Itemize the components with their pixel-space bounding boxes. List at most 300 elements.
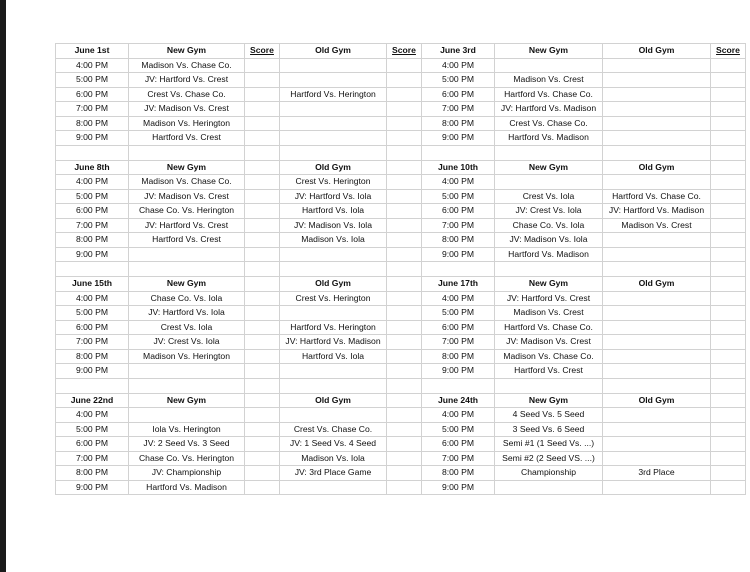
- time-cell: 4:00 PM: [56, 291, 129, 306]
- time-cell: 8:00 PM: [422, 116, 495, 131]
- score-cell: [387, 364, 422, 379]
- old-gym-game: [603, 320, 711, 335]
- new-gym-game: Madison Vs. Crest: [495, 306, 603, 321]
- old-gym-game: [280, 408, 387, 423]
- time-cell: 8:00 PM: [56, 349, 129, 364]
- score-header: Score: [245, 44, 280, 59]
- score-cell: [711, 116, 746, 131]
- score-header: Score: [711, 44, 746, 59]
- table-row: [56, 335, 746, 350]
- score-cell: [245, 87, 280, 102]
- new-gym-game: [129, 364, 245, 379]
- score-cell: [387, 466, 422, 481]
- new-gym-header: New Gym: [495, 277, 603, 292]
- spacer-row: [56, 262, 746, 277]
- score-cell: [711, 131, 746, 146]
- score-cell: [711, 335, 746, 350]
- old-gym-game: JV: Madison Vs. Iola: [280, 218, 387, 233]
- new-gym-game: JV: Crest Vs. Iola: [495, 204, 603, 219]
- time-cell: 9:00 PM: [56, 247, 129, 262]
- score-cell: [245, 102, 280, 117]
- new-gym-game: Hartford Vs. Madison: [129, 480, 245, 495]
- new-gym-game: Chase Co. Vs. Herington: [129, 451, 245, 466]
- score-cell: [387, 58, 422, 73]
- score-cell: [387, 102, 422, 117]
- time-cell: 4:00 PM: [56, 58, 129, 73]
- empty-cell: [387, 378, 422, 393]
- old-gym-game: Hartford Vs. Herington: [280, 320, 387, 335]
- old-gym-header: Old Gym: [280, 277, 387, 292]
- new-gym-game: Madison Vs. Herington: [129, 116, 245, 131]
- time-cell: 9:00 PM: [422, 247, 495, 262]
- time-cell: 4:00 PM: [422, 175, 495, 190]
- score-cell: [387, 233, 422, 248]
- score-cell: [711, 175, 746, 190]
- time-cell: 5:00 PM: [56, 306, 129, 321]
- old-gym-game: [280, 364, 387, 379]
- time-cell: 8:00 PM: [56, 233, 129, 248]
- table-row: [56, 58, 746, 73]
- new-gym-game: [495, 175, 603, 190]
- score-cell: [711, 306, 746, 321]
- old-gym-game: Hartford Vs. Iola: [280, 204, 387, 219]
- new-gym-header: New Gym: [129, 393, 245, 408]
- table-row: [56, 131, 746, 146]
- date-header: June 10th: [422, 160, 495, 175]
- time-cell: 5:00 PM: [56, 422, 129, 437]
- old-gym-game: JV: Hartford Vs. Iola: [280, 189, 387, 204]
- spacer-row: [56, 378, 746, 393]
- score-cell: [711, 451, 746, 466]
- score-cell: [711, 102, 746, 117]
- old-gym-header: Old Gym: [280, 160, 387, 175]
- date-header: June 1st: [56, 44, 129, 59]
- score-cell: [711, 291, 746, 306]
- old-gym-game: [603, 349, 711, 364]
- new-gym-game: JV: Madison Vs. Iola: [495, 233, 603, 248]
- old-gym-game: [603, 291, 711, 306]
- old-gym-header: Old Gym: [603, 277, 711, 292]
- score-cell: [387, 480, 422, 495]
- old-gym-game: JV: 3rd Place Game: [280, 466, 387, 481]
- time-cell: 7:00 PM: [422, 102, 495, 117]
- date-header: June 22nd: [56, 393, 129, 408]
- time-cell: 5:00 PM: [422, 422, 495, 437]
- new-gym-game: JV: Madison Vs. Crest: [129, 102, 245, 117]
- old-gym-game: [280, 102, 387, 117]
- time-cell: 5:00 PM: [56, 73, 129, 88]
- score-cell: [245, 364, 280, 379]
- score-cell: [387, 204, 422, 219]
- old-gym-game: JV: 1 Seed Vs. 4 Seed: [280, 437, 387, 452]
- score-cell: [711, 233, 746, 248]
- score-cell: [711, 73, 746, 88]
- old-gym-header: Old Gym: [603, 44, 711, 59]
- new-gym-game: JV: Crest Vs. Iola: [129, 335, 245, 350]
- old-gym-game: Crest Vs. Chase Co.: [280, 422, 387, 437]
- empty-cell: [129, 262, 245, 277]
- new-gym-game: Hartford Vs. Crest: [129, 131, 245, 146]
- time-cell: 6:00 PM: [422, 320, 495, 335]
- table-row: [56, 320, 746, 335]
- score-cell: [387, 189, 422, 204]
- score-cell: [387, 87, 422, 102]
- table-row: [56, 175, 746, 190]
- score-cell: [387, 175, 422, 190]
- time-cell: 6:00 PM: [56, 204, 129, 219]
- table-row: [56, 116, 746, 131]
- table-row: [56, 466, 746, 481]
- table-row: [56, 480, 746, 495]
- score-cell: [245, 218, 280, 233]
- score-cell: [245, 320, 280, 335]
- new-gym-game: JV: Hartford Vs. Crest: [495, 291, 603, 306]
- score-cell: [711, 247, 746, 262]
- score-cell: [711, 466, 746, 481]
- new-gym-game: Hartford Vs. Chase Co.: [495, 87, 603, 102]
- score-cell: [387, 218, 422, 233]
- old-gym-game: [280, 306, 387, 321]
- score-cell: [387, 451, 422, 466]
- empty-cell: [280, 378, 387, 393]
- new-gym-header: New Gym: [129, 160, 245, 175]
- new-gym-header: New Gym: [495, 160, 603, 175]
- table-row: [56, 73, 746, 88]
- new-gym-game: Crest Vs. Iola: [129, 320, 245, 335]
- old-gym-game: [603, 87, 711, 102]
- time-cell: 7:00 PM: [422, 335, 495, 350]
- time-cell: 7:00 PM: [422, 218, 495, 233]
- empty-cell: [129, 378, 245, 393]
- time-cell: 7:00 PM: [56, 102, 129, 117]
- score-cell: [245, 131, 280, 146]
- empty-cell: [245, 378, 280, 393]
- new-gym-game: Crest Vs. Chase Co.: [129, 87, 245, 102]
- new-gym-game: [129, 408, 245, 423]
- empty-cell: [245, 145, 280, 160]
- old-gym-game: [603, 73, 711, 88]
- empty-cell: [711, 378, 746, 393]
- old-gym-game: [603, 480, 711, 495]
- time-cell: 7:00 PM: [56, 218, 129, 233]
- table-row: [56, 247, 746, 262]
- score-cell: [387, 73, 422, 88]
- old-gym-game: [603, 364, 711, 379]
- schedule-table: [55, 43, 746, 495]
- old-gym-game: Crest Vs. Herington: [280, 291, 387, 306]
- new-gym-game: Madison Vs. Chase Co.: [129, 58, 245, 73]
- old-gym-game: Madison Vs. Iola: [280, 451, 387, 466]
- old-gym-game: Hartford Vs. Iola: [280, 349, 387, 364]
- old-gym-game: [603, 335, 711, 350]
- time-cell: 8:00 PM: [56, 116, 129, 131]
- score-header: [245, 160, 280, 175]
- old-gym-game: [280, 116, 387, 131]
- header-row: [56, 393, 746, 408]
- time-cell: 4:00 PM: [56, 175, 129, 190]
- date-header: June 17th: [422, 277, 495, 292]
- time-cell: 9:00 PM: [422, 480, 495, 495]
- new-gym-game: [129, 247, 245, 262]
- time-cell: 6:00 PM: [422, 204, 495, 219]
- time-cell: 6:00 PM: [422, 87, 495, 102]
- old-gym-game: JV: Hartford Vs. Madison: [603, 204, 711, 219]
- new-gym-game: Madison Vs. Chase Co.: [129, 175, 245, 190]
- new-gym-game: JV: 2 Seed Vs. 3 Seed: [129, 437, 245, 452]
- score-cell: [387, 437, 422, 452]
- old-gym-game: [603, 131, 711, 146]
- score-cell: [711, 364, 746, 379]
- table-row: [56, 291, 746, 306]
- new-gym-game: 4 Seed Vs. 5 Seed: [495, 408, 603, 423]
- new-gym-game: Hartford Vs. Chase Co.: [495, 320, 603, 335]
- score-cell: [245, 204, 280, 219]
- empty-cell: [711, 262, 746, 277]
- new-gym-game: Championship: [495, 466, 603, 481]
- score-cell: [711, 320, 746, 335]
- empty-cell: [387, 145, 422, 160]
- score-cell: [711, 408, 746, 423]
- time-cell: 8:00 PM: [422, 233, 495, 248]
- score-header: [387, 393, 422, 408]
- new-gym-game: Chase Co. Vs. Herington: [129, 204, 245, 219]
- empty-cell: [495, 262, 603, 277]
- old-gym-game: JV: Hartford Vs. Madison: [280, 335, 387, 350]
- empty-cell: [422, 378, 495, 393]
- table-row: [56, 218, 746, 233]
- table-row: [56, 306, 746, 321]
- empty-cell: [56, 262, 129, 277]
- time-cell: 4:00 PM: [422, 408, 495, 423]
- empty-cell: [711, 145, 746, 160]
- old-gym-game: [603, 247, 711, 262]
- empty-cell: [603, 378, 711, 393]
- empty-cell: [422, 145, 495, 160]
- old-gym-game: Madison Vs. Crest: [603, 218, 711, 233]
- new-gym-game: Hartford Vs. Crest: [495, 364, 603, 379]
- old-gym-header: Old Gym: [280, 393, 387, 408]
- table-row: [56, 204, 746, 219]
- score-cell: [711, 218, 746, 233]
- date-header: June 15th: [56, 277, 129, 292]
- table-row: [56, 437, 746, 452]
- time-cell: 8:00 PM: [422, 349, 495, 364]
- time-cell: 6:00 PM: [56, 320, 129, 335]
- spacer-row: [56, 145, 746, 160]
- new-gym-game: Hartford Vs. Crest: [129, 233, 245, 248]
- empty-cell: [422, 262, 495, 277]
- old-gym-game: [280, 247, 387, 262]
- time-cell: 4:00 PM: [422, 58, 495, 73]
- old-gym-game: [603, 451, 711, 466]
- empty-cell: [129, 145, 245, 160]
- old-gym-header: Old Gym: [603, 160, 711, 175]
- score-cell: [245, 189, 280, 204]
- score-cell: [245, 349, 280, 364]
- new-gym-game: JV: Championship: [129, 466, 245, 481]
- time-cell: 5:00 PM: [422, 306, 495, 321]
- new-gym-game: Iola Vs. Herington: [129, 422, 245, 437]
- score-cell: [387, 349, 422, 364]
- score-cell: [245, 451, 280, 466]
- time-cell: 6:00 PM: [422, 437, 495, 452]
- time-cell: 5:00 PM: [422, 73, 495, 88]
- time-cell: 9:00 PM: [422, 131, 495, 146]
- old-gym-game: [603, 408, 711, 423]
- time-cell: 5:00 PM: [56, 189, 129, 204]
- score-cell: [387, 320, 422, 335]
- old-gym-game: 3rd Place: [603, 466, 711, 481]
- header-row: [56, 160, 746, 175]
- new-gym-game: JV: Madison Vs. Crest: [129, 189, 245, 204]
- score-cell: [711, 437, 746, 452]
- score-header: [387, 160, 422, 175]
- score-cell: [245, 408, 280, 423]
- score-cell: [245, 466, 280, 481]
- new-gym-game: JV: Hartford Vs. Madison: [495, 102, 603, 117]
- empty-cell: [280, 145, 387, 160]
- new-gym-game: Chase Co. Vs. Iola: [495, 218, 603, 233]
- table-row: [56, 408, 746, 423]
- score-header: Score: [387, 44, 422, 59]
- old-gym-game: Hartford Vs. Herington: [280, 87, 387, 102]
- time-cell: 7:00 PM: [56, 335, 129, 350]
- header-row: [56, 44, 746, 59]
- old-gym-header: Old Gym: [603, 393, 711, 408]
- time-cell: 6:00 PM: [56, 87, 129, 102]
- new-gym-game: Semi #1 (1 Seed Vs. ...): [495, 437, 603, 452]
- score-cell: [245, 175, 280, 190]
- time-cell: 9:00 PM: [56, 364, 129, 379]
- score-cell: [245, 422, 280, 437]
- header-row: [56, 277, 746, 292]
- new-gym-game: Semi #2 (2 Seed VS. ...): [495, 451, 603, 466]
- empty-cell: [56, 378, 129, 393]
- score-header: [711, 393, 746, 408]
- old-gym-game: [603, 233, 711, 248]
- new-gym-header: New Gym: [495, 393, 603, 408]
- left-edge-bar: [0, 0, 6, 572]
- time-cell: 7:00 PM: [56, 451, 129, 466]
- score-cell: [387, 116, 422, 131]
- score-header: [711, 160, 746, 175]
- old-gym-game: Crest Vs. Herington: [280, 175, 387, 190]
- empty-cell: [495, 145, 603, 160]
- new-gym-header: New Gym: [495, 44, 603, 59]
- score-cell: [245, 437, 280, 452]
- empty-cell: [603, 262, 711, 277]
- score-cell: [245, 306, 280, 321]
- score-cell: [245, 58, 280, 73]
- new-gym-game: Madison Vs. Chase Co.: [495, 349, 603, 364]
- score-cell: [711, 58, 746, 73]
- new-gym-game: Madison Vs. Herington: [129, 349, 245, 364]
- old-gym-game: [280, 58, 387, 73]
- table-row: [56, 451, 746, 466]
- score-header: [245, 277, 280, 292]
- table-row: [56, 102, 746, 117]
- time-cell: 8:00 PM: [422, 466, 495, 481]
- old-gym-game: [603, 437, 711, 452]
- empty-cell: [56, 145, 129, 160]
- score-header: [711, 277, 746, 292]
- new-gym-game: JV: Hartford Vs. Crest: [129, 73, 245, 88]
- score-header: [245, 393, 280, 408]
- old-gym-game: [280, 131, 387, 146]
- new-gym-game: JV: Hartford Vs. Iola: [129, 306, 245, 321]
- score-cell: [387, 247, 422, 262]
- table-row: [56, 349, 746, 364]
- old-gym-game: [280, 73, 387, 88]
- new-gym-game: [495, 58, 603, 73]
- time-cell: 4:00 PM: [56, 408, 129, 423]
- new-gym-game: 3 Seed Vs. 6 Seed: [495, 422, 603, 437]
- new-gym-game: Crest Vs. Chase Co.: [495, 116, 603, 131]
- time-cell: 6:00 PM: [56, 437, 129, 452]
- score-cell: [711, 422, 746, 437]
- time-cell: 8:00 PM: [56, 466, 129, 481]
- score-cell: [711, 189, 746, 204]
- new-gym-game: Chase Co. Vs. Iola: [129, 291, 245, 306]
- table-row: [56, 87, 746, 102]
- empty-cell: [245, 262, 280, 277]
- score-cell: [387, 335, 422, 350]
- old-gym-game: [603, 175, 711, 190]
- old-gym-game: Madison Vs. Iola: [280, 233, 387, 248]
- time-cell: 9:00 PM: [422, 364, 495, 379]
- empty-cell: [280, 262, 387, 277]
- new-gym-game: Madison Vs. Crest: [495, 73, 603, 88]
- score-cell: [711, 87, 746, 102]
- date-header: June 3rd: [422, 44, 495, 59]
- new-gym-game: Crest Vs. Iola: [495, 189, 603, 204]
- time-cell: 7:00 PM: [422, 451, 495, 466]
- old-gym-header: Old Gym: [280, 44, 387, 59]
- score-cell: [387, 408, 422, 423]
- date-header: June 8th: [56, 160, 129, 175]
- score-cell: [245, 233, 280, 248]
- score-cell: [387, 131, 422, 146]
- old-gym-game: [603, 422, 711, 437]
- table-row: [56, 233, 746, 248]
- old-gym-game: [603, 306, 711, 321]
- new-gym-game: JV: Hartford Vs. Crest: [129, 218, 245, 233]
- empty-cell: [495, 378, 603, 393]
- time-cell: 9:00 PM: [56, 131, 129, 146]
- old-gym-game: [603, 116, 711, 131]
- score-cell: [387, 291, 422, 306]
- empty-cell: [387, 262, 422, 277]
- new-gym-game: Hartford Vs. Madison: [495, 131, 603, 146]
- score-cell: [245, 335, 280, 350]
- old-gym-game: Hartford Vs. Chase Co.: [603, 189, 711, 204]
- score-cell: [711, 480, 746, 495]
- old-gym-game: [603, 102, 711, 117]
- score-cell: [387, 422, 422, 437]
- time-cell: 9:00 PM: [56, 480, 129, 495]
- score-cell: [711, 349, 746, 364]
- table-row: [56, 422, 746, 437]
- score-cell: [245, 73, 280, 88]
- new-gym-game: JV: Madison Vs. Crest: [495, 335, 603, 350]
- score-cell: [387, 306, 422, 321]
- old-gym-game: [280, 480, 387, 495]
- score-header: [387, 277, 422, 292]
- new-gym-header: New Gym: [129, 44, 245, 59]
- time-cell: 5:00 PM: [422, 189, 495, 204]
- score-cell: [245, 480, 280, 495]
- table-row: [56, 189, 746, 204]
